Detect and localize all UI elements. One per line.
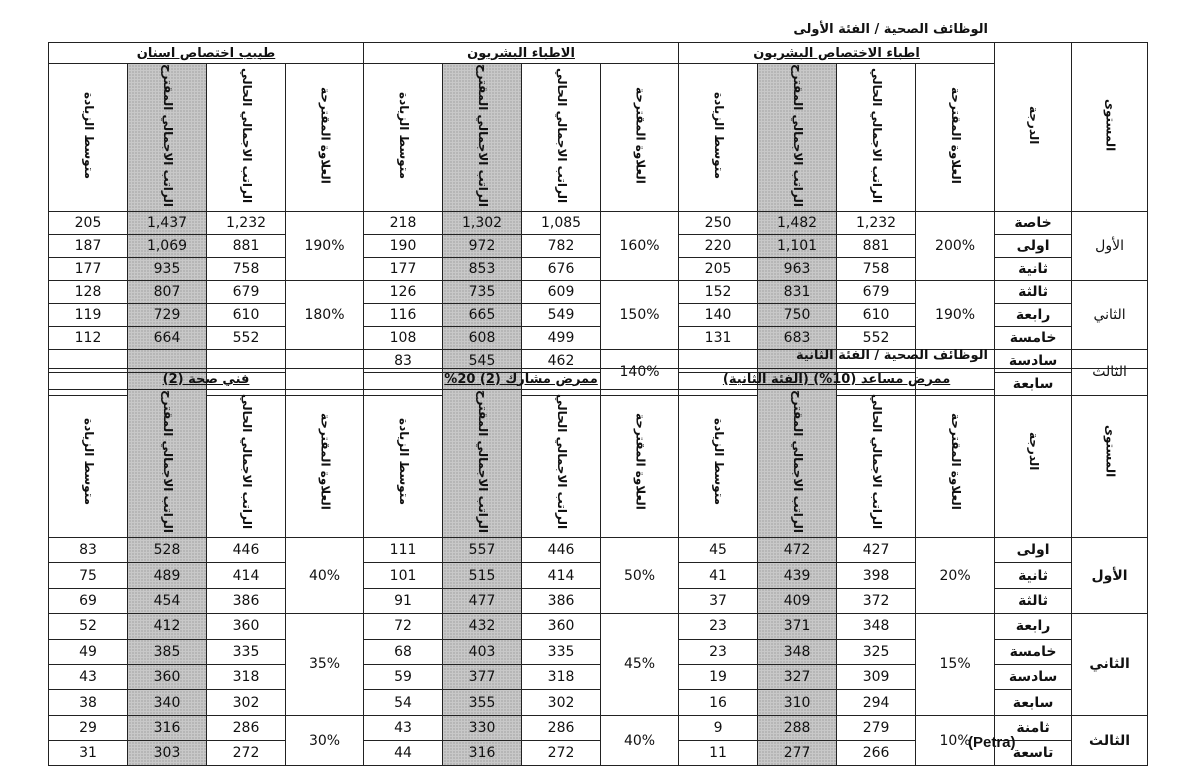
level-cell: الثاني — [1072, 614, 1148, 716]
increase-cell: 23 — [679, 614, 758, 639]
column-header-label: متوسط الزيادة — [81, 91, 96, 179]
proposed-salary-cell: 545 — [443, 349, 522, 372]
bonus-cell: 190% — [286, 211, 364, 280]
current-salary-cell: 499 — [522, 326, 601, 349]
column-header-label: العلاوة المقترحة — [633, 87, 648, 184]
proposed-salary-cell: 665 — [443, 303, 522, 326]
column-header — [364, 390, 443, 538]
degree-cell: سابعة — [995, 372, 1072, 395]
bonus-cell: 50% — [601, 537, 679, 613]
increase-cell: 220 — [679, 234, 758, 257]
current-salary-cell: 414 — [207, 563, 286, 588]
current-salary-cell: 386 — [207, 588, 286, 613]
proposed-salary-cell: 316 — [443, 741, 522, 766]
bonus-cell: 20% — [916, 537, 995, 613]
increase-cell: 59 — [364, 664, 443, 689]
increase-cell: 108 — [364, 326, 443, 349]
column-header-label: الراتب الاجمالي المقترح — [475, 390, 490, 533]
column-header-label: العلاوة المقترحة — [318, 413, 333, 510]
current-salary-cell: 294 — [837, 690, 916, 715]
proposed-salary-cell: 477 — [443, 588, 522, 613]
proposed-salary-cell: 528 — [128, 537, 207, 562]
column-header — [286, 390, 364, 538]
proposed-salary-cell: 327 — [758, 664, 837, 689]
proposed-salary-cell: 316 — [128, 715, 207, 740]
column-header-label: متوسط الزيادة — [396, 91, 411, 179]
proposed-salary-cell: 515 — [443, 563, 522, 588]
increase-cell: 45 — [679, 537, 758, 562]
proposed-salary-cell: 340 — [128, 690, 207, 715]
degree-cell: خامسة — [995, 326, 1072, 349]
current-salary-cell: 446 — [207, 537, 286, 562]
column-header — [837, 64, 916, 212]
column-header-label: متوسط الزيادة — [396, 417, 411, 505]
proposed-salary-cell: 557 — [443, 537, 522, 562]
column-header-label: متوسط الزيادة — [81, 417, 96, 505]
column-header-label: الراتب الاجمالي المقترح — [160, 390, 175, 533]
table2-title: الوظائف الصحية / الفئة الثانية — [795, 348, 988, 363]
increase-cell: 119 — [49, 303, 128, 326]
level-cell: الثالث — [1072, 715, 1148, 766]
increase-cell: 128 — [49, 280, 128, 303]
group-header: اطباء الاختصاص البشريون — [679, 43, 995, 64]
proposed-salary-cell: 1,101 — [758, 234, 837, 257]
current-salary-cell: 414 — [522, 563, 601, 588]
current-salary-cell: 348 — [837, 614, 916, 639]
increase-cell: 9 — [679, 715, 758, 740]
increase-cell: 177 — [49, 257, 128, 280]
current-salary-cell: 427 — [837, 537, 916, 562]
proposed-salary-cell: 683 — [758, 326, 837, 349]
current-salary-cell: 398 — [837, 563, 916, 588]
degree-cell: رابعة — [995, 303, 1072, 326]
proposed-salary-cell: 664 — [128, 326, 207, 349]
current-salary-cell: 1,085 — [522, 211, 601, 234]
proposed-salary-cell: 489 — [128, 563, 207, 588]
level-header-label: المستوى — [1103, 424, 1118, 478]
table-row — [49, 280, 1148, 303]
degree-cell: خاصة — [995, 211, 1072, 234]
current-salary-cell: 309 — [837, 664, 916, 689]
increase-cell: 91 — [364, 588, 443, 613]
degree-cell: سادسة — [995, 349, 1072, 372]
column-header — [49, 64, 128, 212]
current-salary-cell: 610 — [837, 303, 916, 326]
increase-cell: 101 — [364, 563, 443, 588]
column-header-label: الراتب الاجمالي المقترح — [475, 64, 490, 207]
column-header-label: الراتب الاجمالي الحالي — [239, 393, 254, 530]
increase-cell: 218 — [364, 211, 443, 234]
proposed-salary-cell: 277 — [758, 741, 837, 766]
proposed-salary-cell: 750 — [758, 303, 837, 326]
current-salary-cell: 302 — [522, 690, 601, 715]
degree-cell: خامسة — [995, 639, 1072, 664]
level-cell: الثالث — [1072, 349, 1148, 395]
current-salary-cell: 286 — [522, 715, 601, 740]
increase-cell: 38 — [49, 690, 128, 715]
current-salary-cell: 302 — [207, 690, 286, 715]
column-header — [364, 64, 443, 212]
current-salary-cell: 318 — [207, 664, 286, 689]
current-salary-cell: 325 — [837, 639, 916, 664]
bonus-cell: 45% — [601, 614, 679, 716]
increase-cell: 44 — [364, 741, 443, 766]
bonus-cell: 190% — [916, 280, 995, 349]
degree-header-label: الدرجة — [1026, 105, 1041, 145]
column-header — [128, 64, 207, 212]
current-salary-cell: 318 — [522, 664, 601, 689]
current-salary-cell: 279 — [837, 715, 916, 740]
degree-cell: ثالثة — [995, 588, 1072, 613]
table-health-category-1 — [48, 42, 1148, 396]
table-health-category-2 — [48, 368, 1148, 766]
proposed-salary-cell: 729 — [128, 303, 207, 326]
column-header-label: العلاوة المقترحة — [633, 413, 648, 510]
proposed-salary-cell: 310 — [758, 690, 837, 715]
increase-cell: 126 — [364, 280, 443, 303]
current-salary-cell: 549 — [522, 303, 601, 326]
increase-cell: 190 — [364, 234, 443, 257]
proposed-salary-cell: 454 — [128, 588, 207, 613]
current-salary-cell: 679 — [207, 280, 286, 303]
column-header-label: الراتب الاجمالي الحالي — [869, 67, 884, 204]
level-header — [1072, 369, 1148, 538]
proposed-salary-cell: 831 — [758, 280, 837, 303]
current-salary-cell: 1,232 — [837, 211, 916, 234]
current-salary-cell: 881 — [207, 234, 286, 257]
bonus-cell: 40% — [601, 715, 679, 766]
group-header: ممرض مشارك (2) 20% — [364, 369, 679, 390]
current-salary-cell: 360 — [207, 614, 286, 639]
current-salary-cell: 679 — [837, 280, 916, 303]
proposed-salary-cell: 935 — [128, 257, 207, 280]
degree-cell: اولى — [995, 537, 1072, 562]
increase-cell: 52 — [49, 614, 128, 639]
increase-cell: 131 — [679, 326, 758, 349]
column-header — [679, 64, 758, 212]
proposed-salary-cell: 403 — [443, 639, 522, 664]
proposed-salary-cell: 1,069 — [128, 234, 207, 257]
proposed-salary-cell: 409 — [758, 588, 837, 613]
current-salary-cell: 609 — [522, 280, 601, 303]
bonus-cell: 200% — [916, 211, 995, 280]
increase-cell: 250 — [679, 211, 758, 234]
proposed-salary-cell: 432 — [443, 614, 522, 639]
column-header-label: متوسط الزيادة — [711, 91, 726, 179]
increase-cell: 43 — [364, 715, 443, 740]
column-header — [837, 390, 916, 538]
proposed-salary-cell: 1,302 — [443, 211, 522, 234]
column-header — [758, 64, 837, 212]
source-label: (Petra) — [968, 734, 1016, 751]
increase-cell: 116 — [364, 303, 443, 326]
increase-cell: 187 — [49, 234, 128, 257]
column-header — [522, 64, 601, 212]
current-salary-cell: 1,232 — [207, 211, 286, 234]
degree-cell: تاسعة — [995, 741, 1072, 766]
bonus-cell: 15% — [916, 614, 995, 716]
increase-cell: 11 — [679, 741, 758, 766]
column-header — [522, 390, 601, 538]
bonus-cell: 10% — [916, 715, 995, 766]
current-salary-cell: 386 — [522, 588, 601, 613]
proposed-salary-cell: 853 — [443, 257, 522, 280]
column-header — [286, 64, 364, 212]
increase-cell: 111 — [364, 537, 443, 562]
level-cell: الأول — [1072, 211, 1148, 280]
current-salary-cell: 446 — [522, 537, 601, 562]
increase-cell: 16 — [679, 690, 758, 715]
degree-header — [995, 43, 1072, 212]
column-header — [128, 390, 207, 538]
degree-cell: اولى — [995, 234, 1072, 257]
current-salary-cell: 462 — [522, 349, 601, 372]
increase-cell: 29 — [49, 715, 128, 740]
current-salary-cell: 335 — [522, 639, 601, 664]
level-header-label: المستوى — [1103, 98, 1118, 152]
proposed-salary-cell: 1,482 — [758, 211, 837, 234]
degree-header — [995, 369, 1072, 538]
table-row — [49, 211, 1148, 234]
increase-cell: 83 — [364, 349, 443, 372]
increase-cell: 112 — [49, 326, 128, 349]
column-header — [679, 390, 758, 538]
current-salary-cell: 286 — [207, 715, 286, 740]
proposed-salary-cell: 377 — [443, 664, 522, 689]
proposed-salary-cell: 972 — [443, 234, 522, 257]
increase-cell: 140 — [679, 303, 758, 326]
proposed-salary-cell: 330 — [443, 715, 522, 740]
increase-cell: 83 — [49, 537, 128, 562]
bonus-cell: 160% — [601, 211, 679, 280]
column-header — [601, 64, 679, 212]
proposed-salary-cell: 608 — [443, 326, 522, 349]
increase-cell: 177 — [364, 257, 443, 280]
degree-cell: ثانية — [995, 257, 1072, 280]
current-salary-cell: 610 — [207, 303, 286, 326]
table-row — [49, 537, 1148, 562]
column-header-label: الراتب الاجمالي الحالي — [869, 393, 884, 530]
column-header-label: الراتب الاجمالي المقترح — [160, 64, 175, 207]
column-header-label: الراتب الاجمالي الحالي — [239, 67, 254, 204]
increase-cell: 54 — [364, 690, 443, 715]
column-header — [207, 64, 286, 212]
proposed-salary-cell: 355 — [443, 690, 522, 715]
proposed-salary-cell: 472 — [758, 537, 837, 562]
degree-header-label: الدرجة — [1026, 431, 1041, 471]
proposed-salary-cell: 348 — [758, 639, 837, 664]
current-salary-cell: 552 — [837, 326, 916, 349]
increase-cell: 37 — [679, 588, 758, 613]
degree-cell: سابعة — [995, 690, 1072, 715]
proposed-salary-cell: 807 — [128, 280, 207, 303]
current-salary-cell: 676 — [522, 257, 601, 280]
group-header: ممرض مساعد (10%) (الفئة الثانية) — [679, 369, 995, 390]
column-header — [916, 390, 995, 538]
column-header — [758, 390, 837, 538]
current-salary-cell: 782 — [522, 234, 601, 257]
increase-cell: 31 — [49, 741, 128, 766]
proposed-salary-cell: 371 — [758, 614, 837, 639]
column-header-label: العلاوة المقترحة — [948, 413, 963, 510]
column-header — [207, 390, 286, 538]
bonus-cell: 180% — [286, 280, 364, 349]
bonus-cell: 35% — [286, 614, 364, 716]
column-header-label: الراتب الاجمالي المقترح — [790, 390, 805, 533]
bonus-cell: 40% — [286, 537, 364, 613]
current-salary-cell: 272 — [207, 741, 286, 766]
degree-cell: ثانية — [995, 563, 1072, 588]
group-header: طبيب اختصاص اسنان — [49, 43, 364, 64]
current-salary-cell: 372 — [837, 588, 916, 613]
table1-title: الوظائف الصحية / الفئة الأولى — [793, 22, 988, 37]
increase-cell: 49 — [49, 639, 128, 664]
column-header-label: الراتب الاجمالي الحالي — [554, 393, 569, 530]
current-salary-cell: 881 — [837, 234, 916, 257]
degree-cell: رابعة — [995, 614, 1072, 639]
proposed-salary-cell: 360 — [128, 664, 207, 689]
current-salary-cell: 272 — [522, 741, 601, 766]
increase-cell: 205 — [679, 257, 758, 280]
column-header — [49, 390, 128, 538]
current-salary-cell: 266 — [837, 741, 916, 766]
increase-cell: 68 — [364, 639, 443, 664]
proposed-salary-cell: 412 — [128, 614, 207, 639]
increase-cell: 72 — [364, 614, 443, 639]
current-salary-cell: 335 — [207, 639, 286, 664]
group-header: الاطباء البشريون — [364, 43, 679, 64]
increase-cell: 152 — [679, 280, 758, 303]
increase-cell: 41 — [679, 563, 758, 588]
column-header — [916, 64, 995, 212]
column-header-label: الراتب الاجمالي المقترح — [790, 64, 805, 207]
increase-cell: 69 — [49, 588, 128, 613]
increase-cell: 75 — [49, 563, 128, 588]
proposed-salary-cell: 735 — [443, 280, 522, 303]
proposed-salary-cell: 1,437 — [128, 211, 207, 234]
increase-cell: 43 — [49, 664, 128, 689]
table-row — [49, 614, 1148, 639]
proposed-salary-cell: 288 — [758, 715, 837, 740]
current-salary-cell: 360 — [522, 614, 601, 639]
level-cell: الأول — [1072, 537, 1148, 613]
increase-cell: 23 — [679, 639, 758, 664]
level-cell: الثاني — [1072, 280, 1148, 349]
column-header-label: الراتب الاجمالي الحالي — [554, 67, 569, 204]
column-header — [601, 390, 679, 538]
bonus-cell: 150% — [601, 280, 679, 349]
proposed-salary-cell: 963 — [758, 257, 837, 280]
bonus-cell: 30% — [286, 715, 364, 766]
proposed-salary-cell: 439 — [758, 563, 837, 588]
degree-cell: ثامنة — [995, 715, 1072, 740]
column-header — [443, 390, 522, 538]
increase-cell: 19 — [679, 664, 758, 689]
column-header-label: العلاوة المقترحة — [948, 87, 963, 184]
current-salary-cell: 758 — [837, 257, 916, 280]
group-header: فني صحة (2) — [49, 369, 364, 390]
column-header-label: العلاوة المقترحة — [318, 87, 333, 184]
level-header — [1072, 43, 1148, 212]
bonus-cell: 140% — [601, 349, 679, 395]
column-header-label: متوسط الزيادة — [711, 417, 726, 505]
increase-cell: 205 — [49, 211, 128, 234]
degree-cell: سادسة — [995, 664, 1072, 689]
degree-cell: ثالثة — [995, 280, 1072, 303]
column-header — [443, 64, 522, 212]
proposed-salary-cell: 303 — [128, 741, 207, 766]
current-salary-cell: 758 — [207, 257, 286, 280]
current-salary-cell: 552 — [207, 326, 286, 349]
proposed-salary-cell: 385 — [128, 639, 207, 664]
